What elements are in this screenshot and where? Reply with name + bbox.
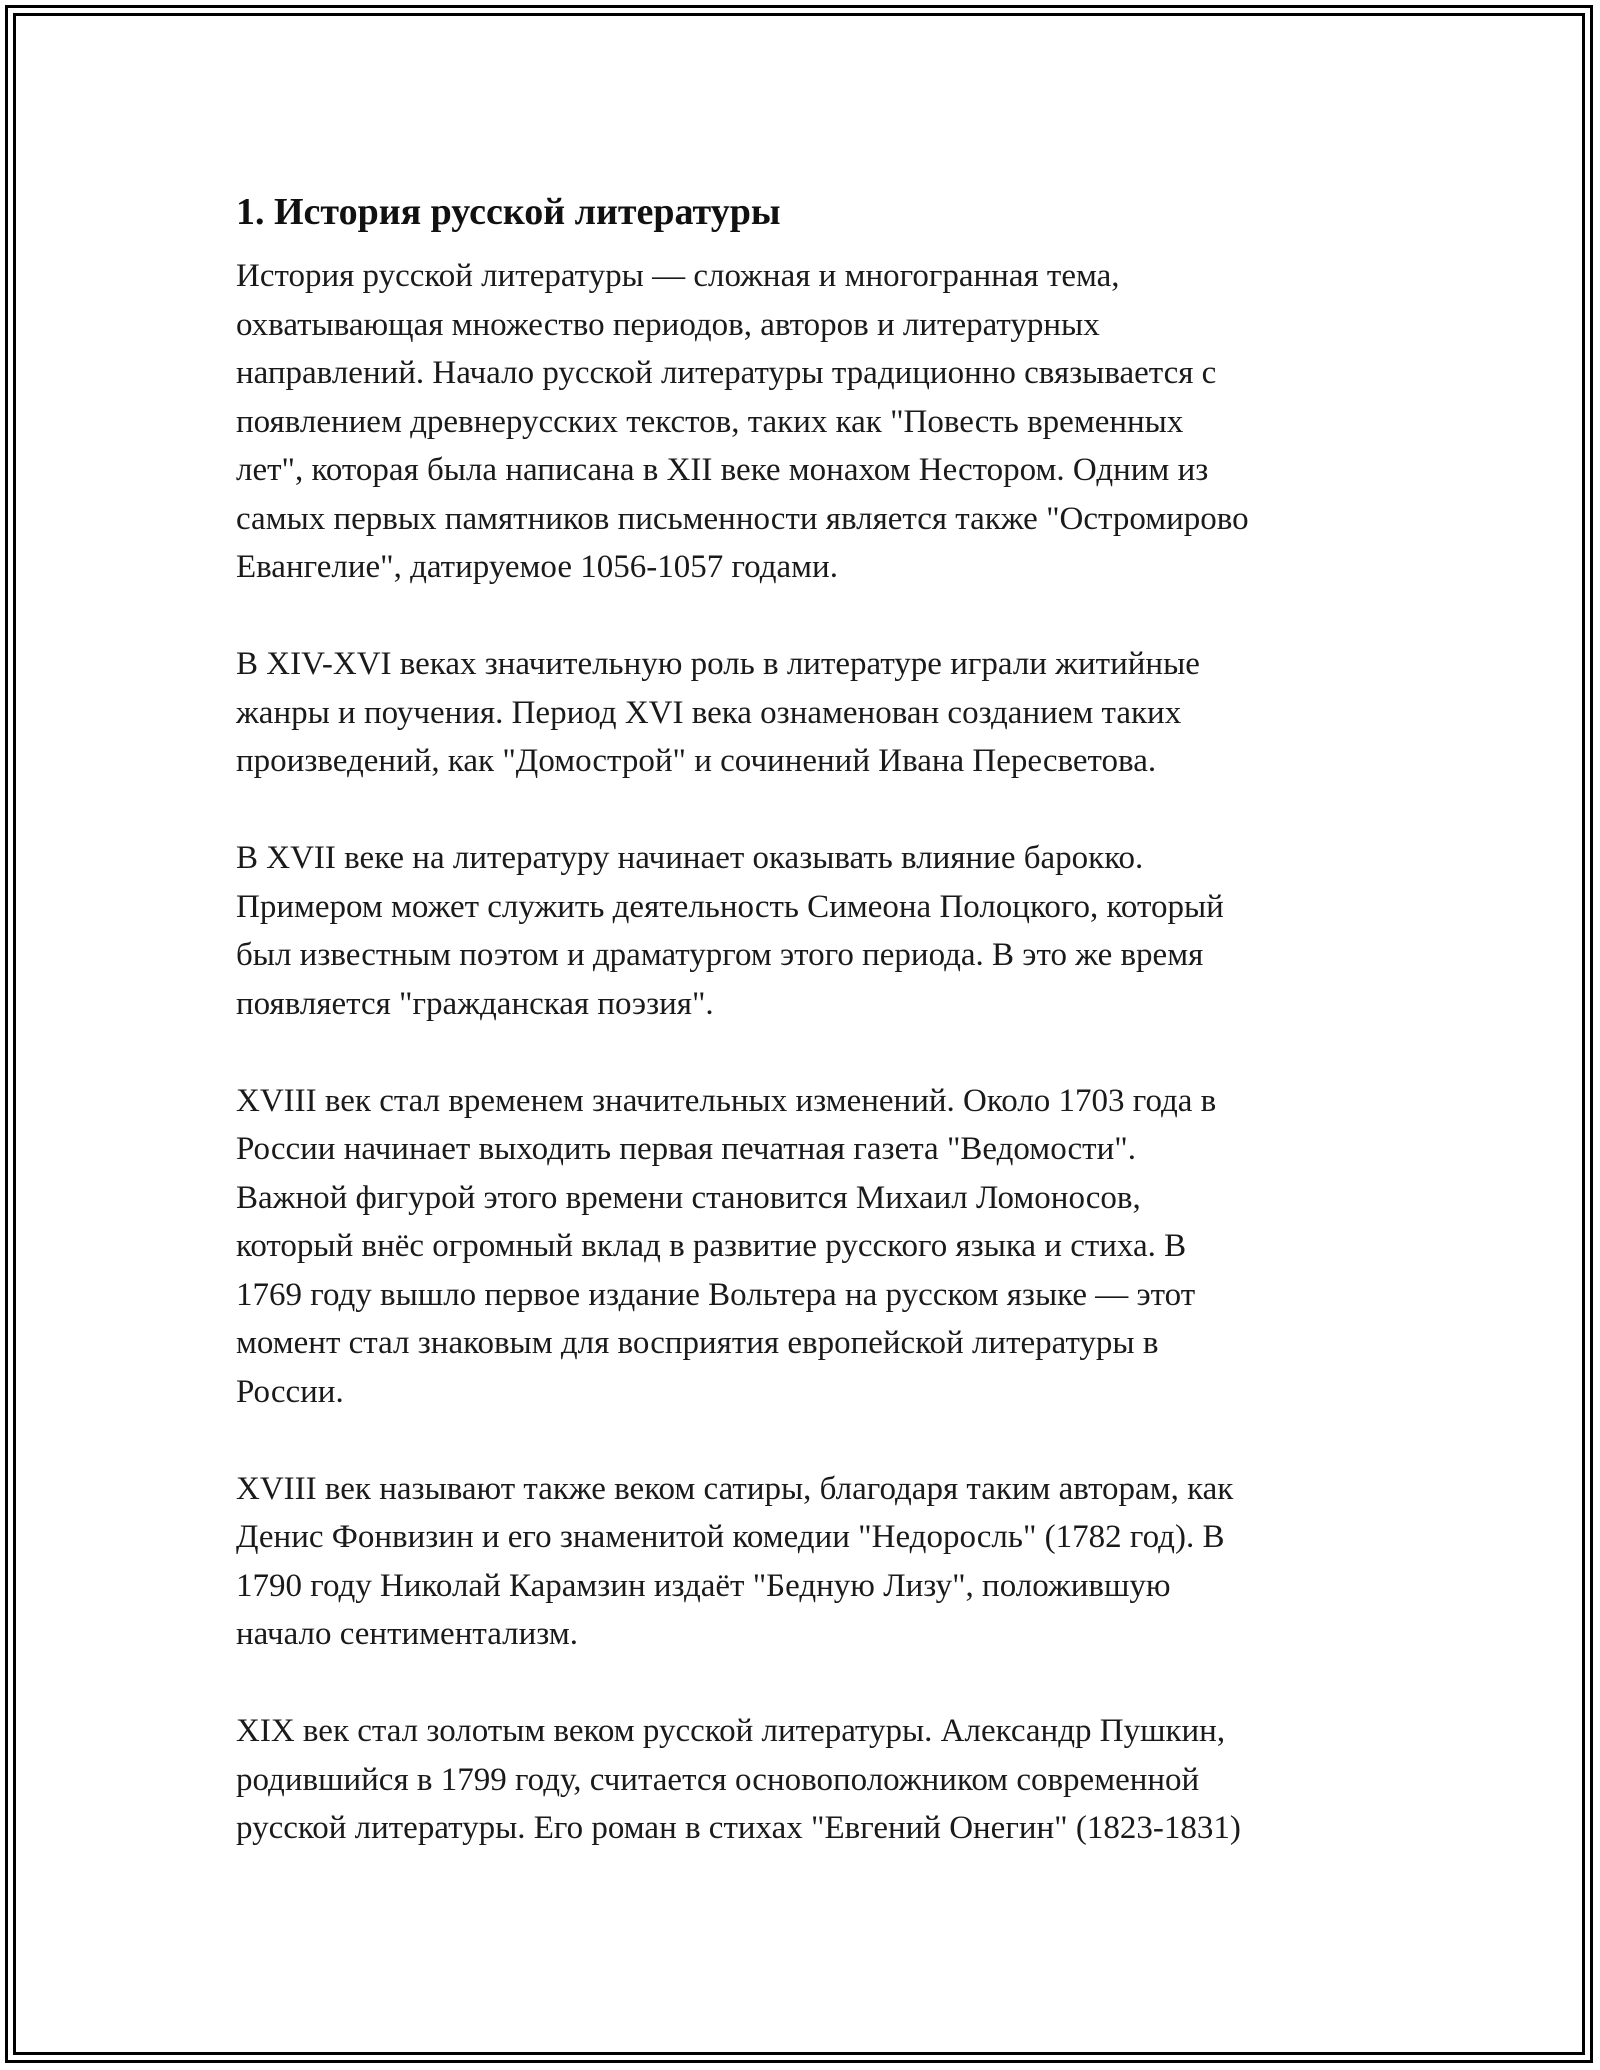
- paragraph-xiv-xvi: В XIV-XVI веках значительную роль в литературе играли житийные жанры и поучения. Период XVI века ознаменован созданием таких произведений, как "Домострой" и сочинений Ивана Пересветова.: [236, 646, 1200, 779]
- document-body: [236, 186, 1376, 1853]
- paragraph-old-russian: История русской литературы — сложная и многогранная тема, охватывающая множество периодов, авторов и литературных направлений. Начало русской литературы традиционно связывается с появлением древнерусских текстов, таких как "Повесть временных лет", которая была написана в XII веке монахом Нестором. Одним из самых первых памятников письменности является также "Остромирово Евангелие", датируемое 1056-1057 годами.: [236, 258, 1249, 585]
- paragraph-xviii-changes: XVIII век стал временем значительных изменений. Около 1703 года в России начинает выходить первая печатная газета "Ведомости". Важной фигурой этого времени становится Михаил Ломоносов, который внёс огромный вклад в развитие русского языка и стиха. В 1769 году вышло первое издание Вольтера на русском языке — этот момент стал знаковым для восприятия европейской литературы в России.: [236, 1082, 1217, 1410]
- paragraph-xix: XIX век стал золотым веком русской литературы. Александр Пушкин, родившийся в 1799 году, считается основоположником современной русской литературы. Его роман в стихах "Евгений Онегин" (1823-1831): [236, 1713, 1241, 1846]
- section-title: 1. История русской литературы: [236, 191, 781, 233]
- paragraph-xvii: В XVII веке на литературу начинает оказывать влияние барокко. Примером может служить деятельность Симеона Полоцкого, который был известным поэтом и драматургом этого периода. В это же время появляется "гражданская поэзия".: [236, 840, 1224, 1022]
- paragraph-xviii-satire: XVIII век называют также веком сатиры, благодаря таким авторам, как Денис Фонвизин и его знаменитой комедии "Недоросль" (1782 год). В 1790 году Николай Карамзин издаёт "Бедную Лизу", положившую начало сентиментализм.: [236, 1470, 1234, 1652]
